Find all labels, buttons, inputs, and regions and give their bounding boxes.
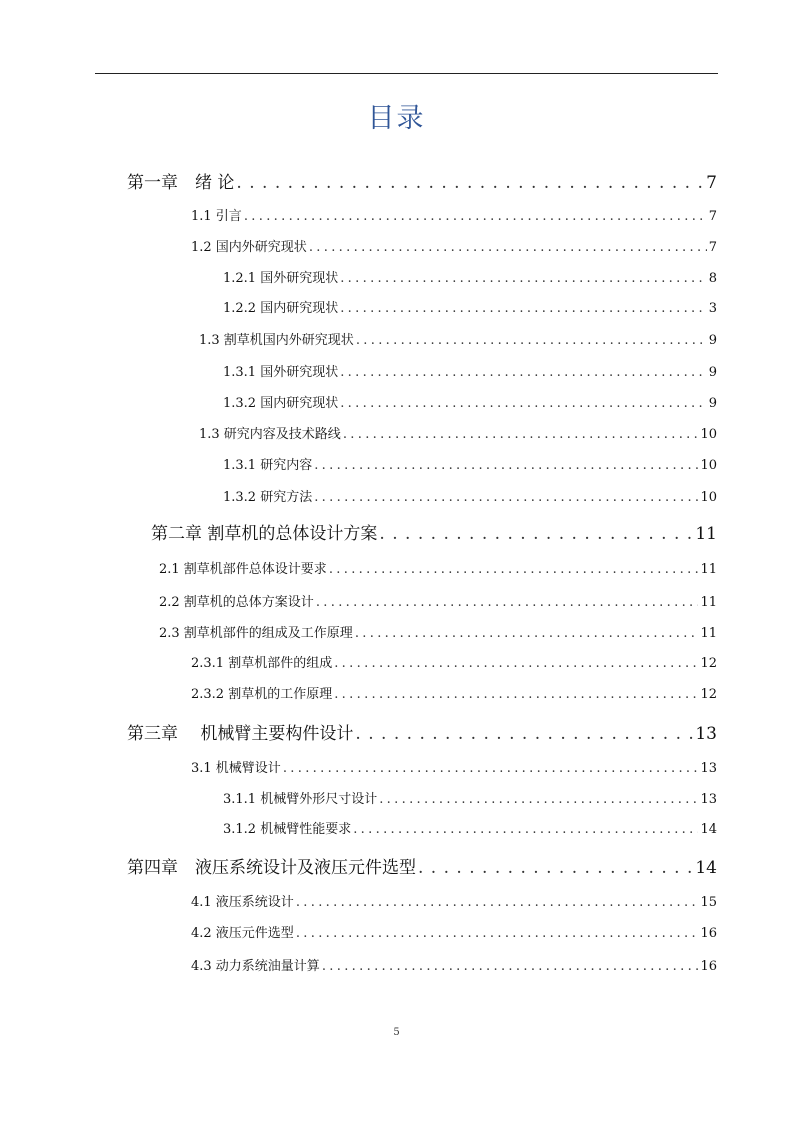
dot-leader	[283, 761, 699, 776]
toc-entry-2-2[interactable]	[159, 591, 717, 611]
toc-entry-label: 4.1 液压系统设计	[191, 895, 294, 910]
toc-entry-page: 12	[700, 687, 717, 702]
dot-leader	[334, 687, 698, 702]
toc-entry-chapter-2[interactable]	[151, 519, 717, 543]
dot-leader	[236, 173, 704, 192]
toc-entry-page: 11	[700, 562, 717, 577]
toc-entry-4-1[interactable]	[191, 891, 717, 911]
toc-entry-label: 第一章 绪 论	[127, 173, 235, 192]
toc-entry-3-1[interactable]	[191, 757, 717, 777]
toc-entry-page: 11	[695, 524, 717, 543]
dot-leader	[355, 724, 693, 743]
toc-entry-4-3[interactable]	[191, 955, 717, 975]
toc-entry-page: 7	[708, 209, 717, 224]
dot-leader	[340, 271, 707, 286]
dot-leader	[353, 822, 698, 837]
toc-entry-2-3[interactable]	[159, 622, 717, 642]
toc-entry-label: 2.1 割草机部件总体设计要求	[159, 562, 327, 577]
toc-entry-label: 3.1.2 机械臂性能要求	[223, 822, 352, 837]
toc-entry-page: 9	[708, 333, 717, 348]
toc-entry-3-1-1[interactable]	[223, 788, 717, 808]
dot-leader	[322, 959, 699, 974]
toc-entry-label: 1.1 引言	[191, 209, 242, 224]
dot-leader	[355, 626, 699, 641]
toc-entry-page: 13	[695, 724, 717, 743]
toc-entry-label: 2.2 割草机的总体方案设计	[159, 595, 314, 610]
dot-leader	[379, 524, 693, 543]
toc-entry-page: 13	[700, 761, 717, 776]
dot-leader	[314, 490, 698, 505]
dot-leader	[244, 209, 707, 224]
page-title: 目录	[367, 103, 426, 134]
toc-entry-label: 1.3.1 国外研究现状	[223, 365, 339, 380]
toc-entry-label: 1.3.2 研究方法	[223, 490, 313, 505]
toc-entry-1-3-2-b[interactable]	[223, 486, 717, 506]
header-rule	[95, 73, 718, 74]
toc-entry-label: 3.1.1 机械臂外形尺寸设计	[223, 792, 378, 807]
toc-entry-page: 11	[700, 595, 717, 610]
toc-entry-1-1[interactable]	[191, 205, 717, 225]
toc-entry-page: 16	[700, 959, 717, 974]
toc-entry-page: 9	[708, 365, 717, 380]
toc-entry-page: 3	[708, 301, 717, 316]
toc-entry-page: 14	[700, 822, 717, 837]
toc-entry-label: 2.3 割草机部件的组成及工作原理	[159, 626, 353, 641]
dot-leader	[329, 562, 699, 577]
toc-entry-label: 1.3 研究内容及技术路线	[199, 427, 341, 442]
dot-leader	[334, 656, 698, 671]
toc-entry-label: 1.3 割草机国内外研究现状	[199, 333, 354, 348]
toc-entry-page: 12	[700, 656, 717, 671]
toc-entry-label: 2.3.1 割草机部件的组成	[191, 656, 333, 671]
dot-leader	[340, 365, 707, 380]
dot-leader	[309, 240, 707, 255]
dot-leader	[340, 396, 707, 411]
toc-entry-1-2-1[interactable]	[223, 267, 717, 287]
toc-entry-1-3-1-b[interactable]	[223, 454, 717, 474]
toc-entry-label: 第四章 液压系统设计及液压元件选型	[127, 858, 416, 877]
dot-leader	[316, 595, 699, 610]
toc-entry-2-3-1[interactable]	[191, 652, 717, 672]
dot-leader	[340, 301, 707, 316]
toc-entry-chapter-1[interactable]	[127, 168, 717, 192]
toc-entry-2-3-2[interactable]	[191, 683, 717, 703]
toc-entry-1-3-1-a[interactable]	[223, 361, 717, 381]
toc-entry-label: 4.3 动力系统油量计算	[191, 959, 320, 974]
toc-entry-label: 1.2.2 国内研究现状	[223, 301, 339, 316]
toc-entry-page: 14	[695, 858, 717, 877]
toc-entry-page: 10	[700, 490, 717, 505]
toc-entry-page: 7	[706, 173, 717, 192]
toc-entry-label: 1.3.1 研究内容	[223, 458, 313, 473]
toc-entry-page: 7	[708, 240, 717, 255]
toc-entry-page: 11	[700, 626, 717, 641]
dot-leader	[296, 895, 699, 910]
page-number: 5	[393, 1027, 400, 1038]
toc-entry-page: 8	[708, 271, 717, 286]
toc-entry-1-3-2-a[interactable]	[223, 392, 717, 412]
toc-entry-page: 13	[700, 792, 717, 807]
toc-entry-1-3-research[interactable]	[199, 423, 717, 443]
dot-leader	[356, 333, 707, 348]
toc-entry-label: 2.3.2 割草机的工作原理	[191, 687, 333, 702]
toc-entry-label: 1.2 国内外研究现状	[191, 240, 307, 255]
toc-entry-label: 第二章 割草机的总体设计方案	[151, 524, 378, 543]
toc-entry-1-2-2[interactable]	[223, 297, 717, 317]
toc-entry-label: 4.2 液压元件选型	[191, 926, 294, 941]
toc-entry-4-2[interactable]	[191, 922, 717, 942]
toc-entry-page: 10	[700, 458, 717, 473]
toc-entry-page: 16	[700, 926, 717, 941]
toc-entry-3-1-2[interactable]	[223, 818, 717, 838]
toc-entry-page: 9	[708, 396, 717, 411]
toc-entry-label: 1.3.2 国内研究现状	[223, 396, 339, 411]
toc-entry-page: 10	[700, 427, 717, 442]
dot-leader	[379, 792, 698, 807]
toc-entry-1-2[interactable]	[191, 236, 717, 256]
toc-entry-1-3-mower[interactable]	[199, 329, 717, 349]
toc-entry-chapter-4[interactable]	[127, 853, 717, 877]
dot-leader	[296, 926, 699, 941]
dot-leader	[343, 427, 699, 442]
toc-entry-2-1[interactable]	[159, 558, 717, 578]
toc-entry-chapter-3[interactable]	[127, 719, 717, 743]
toc-entry-label: 3.1 机械臂设计	[191, 761, 281, 776]
toc-entry-page: 15	[700, 895, 717, 910]
toc-entry-label: 1.2.1 国外研究现状	[223, 271, 339, 286]
toc-entry-label: 第三章 机械臂主要构件设计	[127, 724, 354, 743]
dot-leader	[314, 458, 698, 473]
dot-leader	[418, 858, 693, 877]
